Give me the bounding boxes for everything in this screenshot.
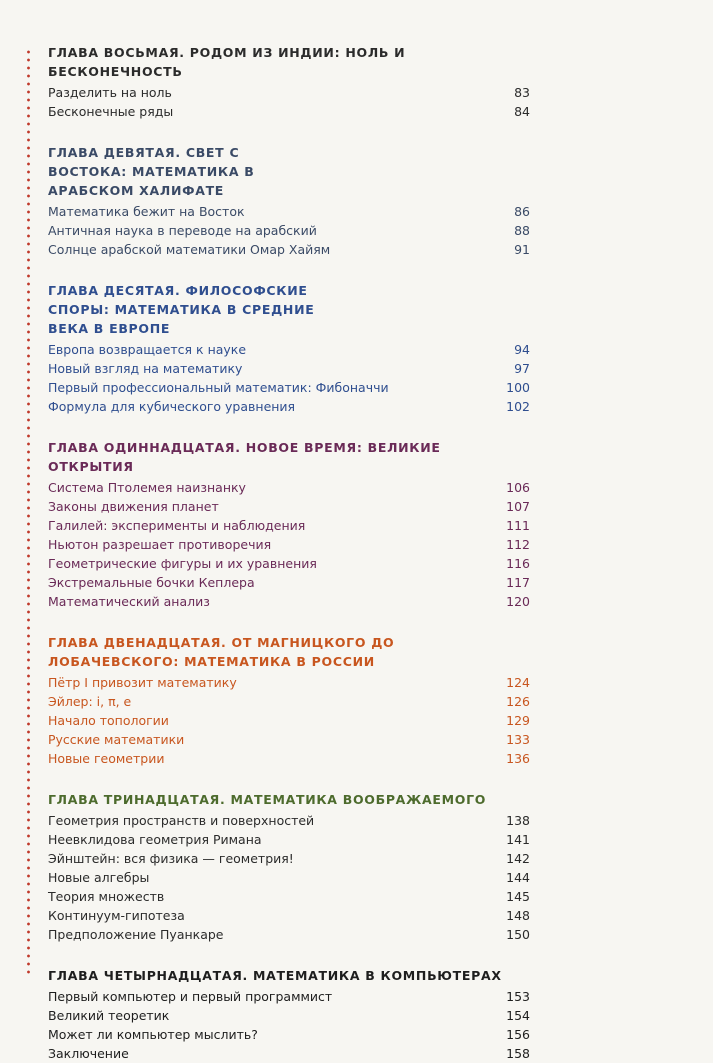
page-number: 156	[506, 1027, 530, 1042]
toc-entry[interactable]	[48, 692, 530, 711]
toc-entry[interactable]	[48, 906, 530, 925]
toc-entry[interactable]	[48, 868, 530, 887]
chapter-title[interactable]: ГЛАВА ДЕВЯТАЯ. СВЕТ С ВОСТОКА: МАТЕМАТИКА В АРАБСКОМ ХАЛИФАТЕ	[48, 145, 255, 198]
entry-title: Предположение Пуанкаре	[48, 927, 224, 942]
page-number: 94	[514, 342, 530, 357]
toc-entry[interactable]	[48, 340, 530, 359]
chapter-title[interactable]: ГЛАВА ДВЕНАДЦАТАЯ. ОТ МАГНИЦКОГО ДО ЛОБАЧЕВСКОГО: МАТЕМАТИКА В РОССИИ	[48, 635, 395, 669]
entry-title: Может ли компьютер мыслить?	[48, 1027, 258, 1042]
toc-entry[interactable]	[48, 397, 530, 416]
toc-entry[interactable]	[48, 202, 530, 221]
toc-entry[interactable]	[48, 535, 530, 554]
entry-title: Геометрические фигуры и их уравнения	[48, 556, 317, 571]
page-number: 112	[506, 537, 530, 552]
entry-title: Математика бежит на Восток	[48, 204, 245, 219]
toc-entry[interactable]	[48, 811, 530, 830]
page-number: 136	[506, 751, 530, 766]
toc-entry[interactable]	[48, 221, 530, 240]
toc-entry[interactable]	[48, 711, 530, 730]
chapter-14	[48, 966, 530, 1063]
entry-title: Новые геометрии	[48, 751, 165, 766]
page-number: 141	[506, 832, 530, 847]
entry-title: Заключение	[48, 1046, 129, 1061]
toc-entry[interactable]	[48, 554, 530, 573]
chapter-12	[48, 633, 530, 768]
toc-entry[interactable]	[48, 1044, 530, 1063]
page-number: 145	[506, 889, 530, 904]
entry-title: Русские математики	[48, 732, 185, 747]
entry-title: Математический анализ	[48, 594, 210, 609]
page-number: 117	[506, 575, 530, 590]
toc-entry[interactable]	[48, 673, 530, 692]
page-number: 100	[506, 380, 530, 395]
toc-entry[interactable]	[48, 749, 530, 768]
entry-title: Европа возвращается к науке	[48, 342, 247, 357]
toc-entry[interactable]	[48, 1006, 530, 1025]
entry-title: Геометрия пространств и поверхностей	[48, 813, 315, 828]
chapter-title[interactable]: ГЛАВА ДЕСЯТАЯ. ФИЛОСОФСКИЕ СПОРЫ: МАТЕМАТИКА В СРЕДНИЕ ВЕКА В ЕВРОПЕ	[48, 283, 315, 336]
toc-entry[interactable]	[48, 1025, 530, 1044]
chapter-title[interactable]: ГЛАВА ОДИННАДЦАТАЯ. НОВОЕ ВРЕМЯ: ВЕЛИКИЕ ОТКРЫТИЯ	[48, 440, 441, 474]
chapter-title[interactable]: ГЛАВА ЧЕТЫРНАДЦАТАЯ. МАТЕМАТИКА В КОМПЬЮТЕРАХ	[48, 968, 502, 983]
toc-entry[interactable]	[48, 887, 530, 906]
toc-entry[interactable]	[48, 849, 530, 868]
toc-entry[interactable]	[48, 378, 530, 397]
toc-entry[interactable]	[48, 516, 530, 535]
page-number: 116	[506, 556, 530, 571]
entry-title: Великий теоретик	[48, 1008, 170, 1023]
entry-title: Первый компьютер и первый программист	[48, 989, 333, 1004]
entry-title: Разделить на ноль	[48, 85, 172, 100]
dotted-margin-line	[27, 48, 30, 978]
page-number: 107	[506, 499, 530, 514]
entry-title: Галилей: эксперименты и наблюдения	[48, 518, 306, 533]
page-number: 88	[514, 223, 530, 238]
page-number: 133	[506, 732, 530, 747]
page-number: 120	[506, 594, 530, 609]
page-number: 124	[506, 675, 530, 690]
toc-entry[interactable]	[48, 592, 530, 611]
page-number: 144	[506, 870, 530, 885]
toc-entry[interactable]	[48, 102, 530, 121]
toc-entry[interactable]	[48, 730, 530, 749]
page-number: 158	[506, 1046, 530, 1061]
entry-title: Первый профессиональный математик: Фибоначчи	[48, 380, 389, 395]
entry-title: Теория множеств	[48, 889, 165, 904]
entry-title: Античная наука в переводе на арабский	[48, 223, 317, 238]
page-number: 111	[506, 518, 530, 533]
page-number: 142	[506, 851, 530, 866]
entry-title: Законы движения планет	[48, 499, 219, 514]
entry-title: Континуум-гипотеза	[48, 908, 185, 923]
toc-entry[interactable]	[48, 240, 530, 259]
toc-entry[interactable]	[48, 497, 530, 516]
chapter-9	[48, 143, 530, 259]
entry-title: Солнце арабской математики Омар Хайям	[48, 242, 331, 257]
toc-entry[interactable]	[48, 925, 530, 944]
entry-title: Ньютон разрешает противоречия	[48, 537, 272, 552]
toc-entry[interactable]	[48, 359, 530, 378]
entry-title: Новый взгляд на математику	[48, 361, 243, 376]
page-number: 138	[506, 813, 530, 828]
page-number: 86	[514, 204, 530, 219]
toc-entry[interactable]	[48, 83, 530, 102]
entry-title: Новые алгебры	[48, 870, 150, 885]
toc-entry[interactable]	[48, 830, 530, 849]
page-number: 154	[506, 1008, 530, 1023]
entry-title: Система Птолемея наизнанку	[48, 480, 246, 495]
page-number: 126	[506, 694, 530, 709]
table-of-contents	[48, 43, 530, 1063]
chapter-10	[48, 281, 530, 416]
entry-title: Эйнштейн: вся физика — геометрия!	[48, 851, 294, 866]
page-number: 153	[506, 989, 530, 1004]
page-number: 106	[506, 480, 530, 495]
entry-title: Экстремальные бочки Кеплера	[48, 575, 255, 590]
chapter-title[interactable]: ГЛАВА ВОСЬМАЯ. РОДОМ ИЗ ИНДИИ: НОЛЬ И БЕСКОНЕЧНОСТЬ	[48, 45, 406, 79]
toc-entry[interactable]	[48, 987, 530, 1006]
page-number: 129	[506, 713, 530, 728]
page-number: 150	[506, 927, 530, 942]
page-number: 97	[514, 361, 530, 376]
toc-entry[interactable]	[48, 573, 530, 592]
entry-title: Бесконечные ряды	[48, 104, 174, 119]
entry-title: Формула для кубического уравнения	[48, 399, 296, 414]
entry-title: Пётр I привозит математику	[48, 675, 237, 690]
page-number: 84	[514, 104, 530, 119]
entry-title: Начало топологии	[48, 713, 169, 728]
entry-title: Эйлер: i, π, e	[48, 694, 132, 709]
chapter-13	[48, 790, 530, 944]
chapter-title[interactable]: ГЛАВА ТРИНАДЦАТАЯ. МАТЕМАТИКА ВООБРАЖАЕМОГО	[48, 792, 487, 807]
page-number: 148	[506, 908, 530, 923]
toc-entry[interactable]	[48, 478, 530, 497]
page-number: 102	[506, 399, 530, 414]
chapter-11	[48, 438, 530, 611]
chapter-8	[48, 43, 530, 121]
entry-title: Неевклидова геометрия Римана	[48, 832, 262, 847]
page-number: 91	[514, 242, 530, 257]
page-number: 83	[514, 85, 530, 100]
